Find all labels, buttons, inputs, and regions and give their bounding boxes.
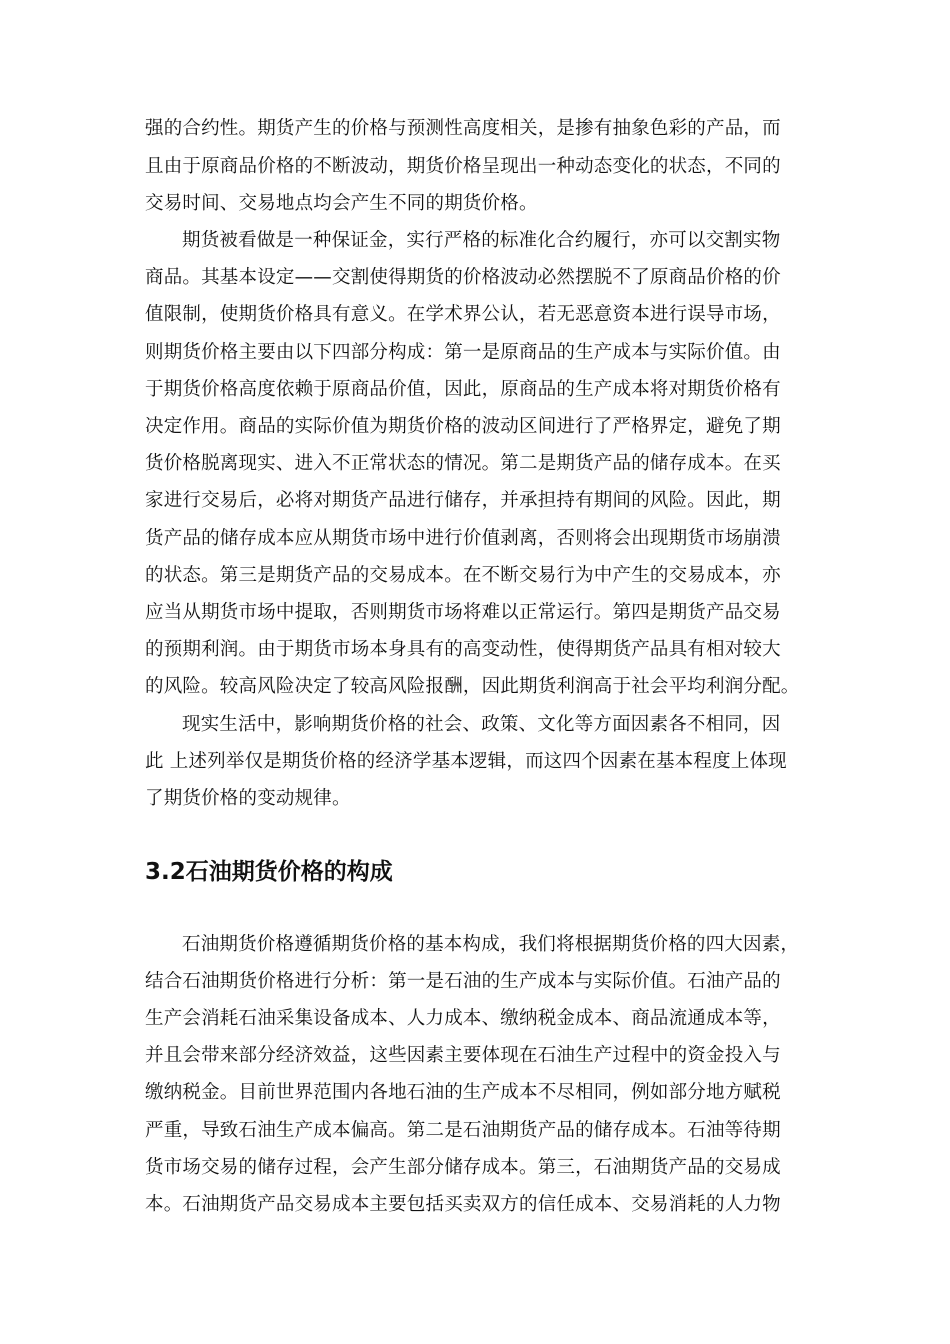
paragraph-line: 家进行交易后，必将对期货产品进行储存，并承担持有期间的风险。因此，期	[145, 490, 781, 511]
paragraph-line: 货市场交易的储存过程，会产生部分储存成本。第三，石油期货产品的交易成	[145, 1157, 781, 1178]
paragraph-line: 严重，导致石油生产成本偏高。第二是石油期货产品的储存成本。石油等待期	[145, 1120, 781, 1141]
paragraph-line: 石油期货价格遵循期货价格的基本构成，我们将根据期货价格的四大因素，	[182, 934, 800, 955]
paragraph-line: 决定作用。商品的实际价值为期货价格的波动区间进行了严格界定，避免了期	[145, 416, 781, 437]
paragraph-line: 于期货价格高度依赖于原商品价值，因此，原商品的生产成本将对期货价格有	[145, 379, 781, 400]
paragraph-line: 并且会带来部分经济效益，这些因素主要体现在石油生产过程中的资金投入与	[145, 1045, 781, 1066]
paragraph-line: 缴纳税金。目前世界范围内各地石油的生产成本不尽相同，例如部分地方赋税	[145, 1082, 781, 1103]
paragraph-line: 了期货价格的变动规律。	[145, 788, 351, 809]
paragraph-line: 的风险。较高风险决定了较高风险报酬，因此期货利润高于社会平均利润分配。	[145, 676, 800, 697]
paragraph-line: 期货被看做是一种保证金，实行严格的标准化合约履行，亦可以交割实物	[182, 230, 781, 251]
section-heading: 3.2石油期货价格的构成	[145, 859, 393, 885]
paragraph-line: 货价格脱离现实、进入不正常状态的情况。第二是期货产品的储存成本。在买	[145, 453, 781, 474]
paragraph-line: 生产会消耗石油采集设备成本、人力成本、缴纳税金成本、商品流通成本等，	[145, 1008, 781, 1029]
paragraph-line: 商品。其基本设定——交割使得期货的价格波动必然摆脱不了原商品价格的价	[145, 267, 781, 288]
paragraph-line: 现实生活中，影响期货价格的社会、政策、文化等方面因素各不相同，因	[182, 714, 781, 735]
paragraph-line: 本。石油期货产品交易成本主要包括买卖双方的信任成本、交易消耗的人力物	[145, 1194, 781, 1215]
paragraph-line: 且由于原商品价格的不断波动，期货价格呈现出一种动态变化的状态，不同的	[145, 156, 781, 177]
paragraph-line: 结合石油期货价格进行分析：第一是石油的生产成本与实际价值。石油产品的	[145, 971, 781, 992]
paragraph-line: 强的合约性。期货产生的价格与预测性高度相关，是掺有抽象色彩的产品，而	[145, 118, 781, 139]
paragraph-line: 的预期利润。由于期货市场本身具有的高变动性，使得期货产品具有相对较大	[145, 639, 781, 660]
paragraph-line: 值限制，使期货价格具有意义。在学术界公认，若无恶意资本进行误导市场，	[145, 304, 781, 325]
paragraph-line: 此 上述列举仅是期货价格的经济学基本逻辑，而这四个因素在基本程度上体现	[145, 751, 787, 772]
paragraph-line: 交易时间、交易地点均会产生不同的期货价格。	[145, 193, 538, 214]
paragraph-line: 的状态。第三是期货产品的交易成本。在不断交易行为中产生的交易成本，亦	[145, 565, 781, 586]
paragraph-line: 应当从期货市场中提取，否则期货市场将难以正常运行。第四是期货产品交易	[145, 602, 781, 623]
paragraph-line: 货产品的储存成本应从期货市场中进行价值剥离，否则将会出现期货市场崩溃	[145, 528, 781, 549]
paragraph-line: 则期货价格主要由以下四部分构成：第一是原商品的生产成本与实际价值。由	[145, 342, 781, 363]
